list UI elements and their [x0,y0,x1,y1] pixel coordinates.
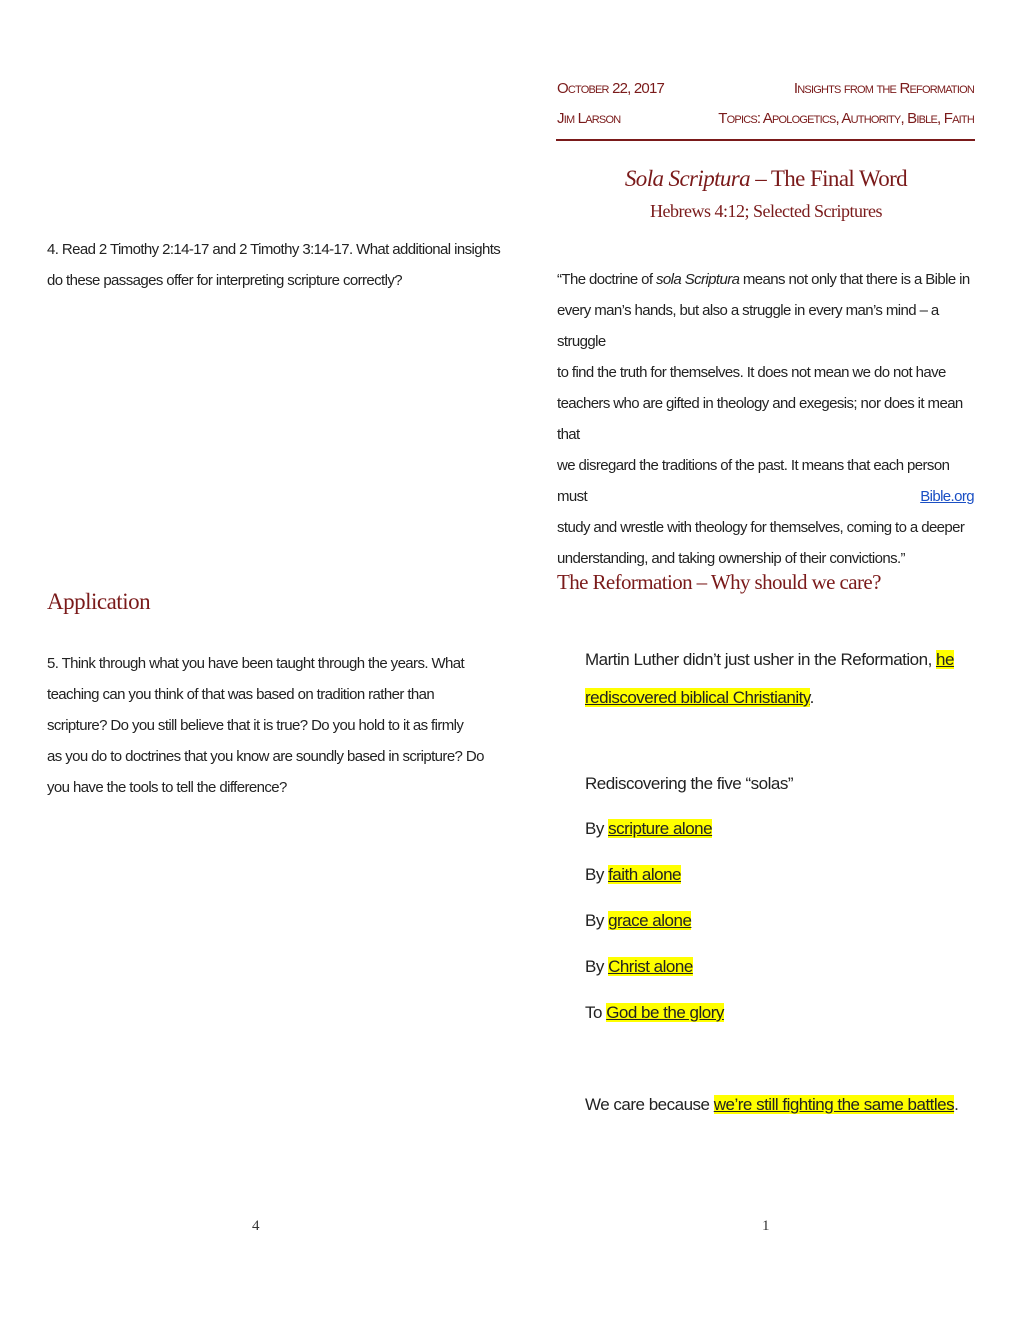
luther-highlight-2: rediscovered biblical Christianity [585,688,810,707]
question-4-line: do these passages offer for interpreting scripture correctly? [47,272,402,289]
title-rest: – The Final Word [750,166,908,191]
quote-line [557,264,975,295]
sola-highlight: scripture alone [608,819,713,838]
quote-line: every man’s hands, but also a struggle in every man’s mind – a struggle [557,302,939,350]
sermon-title [557,166,975,192]
luther-paragraph [585,641,975,717]
question-4-line: 4. Read 2 Timothy 2:14-17 and 2 Timothy 3:14-17. What additional insights [47,241,501,258]
application-heading: Application [47,589,151,614]
quote-line: teachers who are gifted in theology and exegesis; nor does it mean that [557,395,963,443]
header-rule [556,139,975,141]
sola-item [585,819,712,839]
quote-line1-rest: means not only that there is a Bible in [739,271,970,288]
sermon-subtitle: Hebrews 4:12; Selected Scriptures [650,201,882,221]
sola-highlight: grace alone [608,911,692,930]
quote-italic: sola Scriptura [656,271,740,288]
reformation-heading: The Reformation – Why should we care? [557,570,881,594]
question-4 [47,234,517,296]
luther-highlight-1: he [936,650,954,669]
care-end: . [954,1095,959,1114]
left-page-number: 4 [252,1218,260,1234]
sola-item [585,1003,724,1023]
sola-highlight: faith alone [608,865,682,884]
header-author: Jim Larson [557,110,621,127]
header-series: Insights from the Reformation [793,80,974,97]
luther-end: . [809,688,814,707]
quote-open: “The doctrine of [557,271,657,288]
header-date: October 22, 2017 [557,80,665,97]
we-care-line [585,1095,958,1115]
question-5-line: scripture? Do you still believe that it is true? Do you hold to it as firmly [47,717,464,734]
question-5 [47,648,517,803]
right-page-number: 1 [762,1218,770,1234]
question-5-line: teaching can you think of that was based on tradition rather than [47,686,435,703]
sola-prefix: To [585,1003,607,1022]
quote-line: study and wrestle with theology for themselves, coming to a deeper [557,519,965,536]
question-5-line: as you do to doctrines that you know are soundly based in scripture? Do [47,748,484,765]
solas-intro: Rediscovering the five “solas” [585,774,793,793]
quote-line: we disregard the traditions of the past. It means that each person must [557,457,950,505]
question-5-line: you have the tools to tell the difference? [47,779,287,796]
title-italic: Sola Scriptura [624,166,751,191]
quote-line: understanding, and taking ownership of their convictions.” [557,550,905,567]
sola-highlight: Christ alone [608,957,693,976]
sola-prefix: By [585,911,609,930]
care-text: We care because [585,1095,714,1114]
luther-text: Martin Luther didn’t just usher in the Reformation, [585,650,937,669]
sola-prefix: By [585,865,609,884]
sola-item [585,865,681,885]
quote-line: to find the truth for themselves. It does not mean we do not have [557,364,946,381]
header-topics: Topics: Apologetics, Authority, Bible, Faith [718,110,974,127]
sola-prefix: By [585,957,609,976]
sola-item [585,957,693,977]
sola-item [585,911,691,931]
care-highlight: we’re still fighting the same battles [713,1095,955,1114]
sola-highlight: God be the glory [606,1003,724,1022]
quote-source-link[interactable]: Bible.org [920,488,974,505]
question-5-line: 5. Think through what you have been taught through the years. What [47,655,465,672]
sola-prefix: By [585,819,609,838]
sola-scriptura-quote [557,264,975,574]
